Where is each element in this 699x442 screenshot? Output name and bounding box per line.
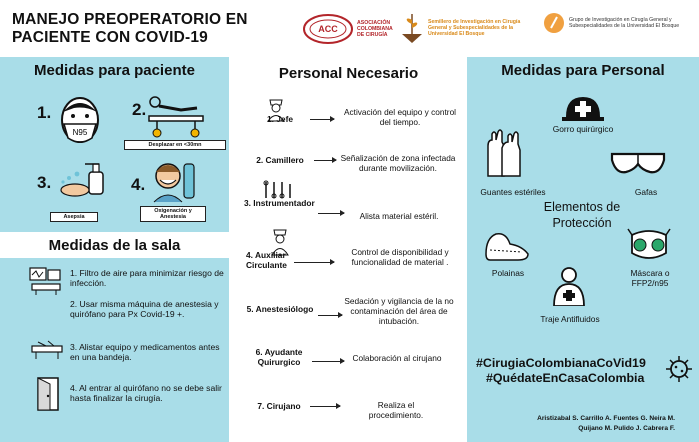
oxigenacion-tag: Oxigenación y Anestesia <box>140 206 206 222</box>
oxygen-anesthesia-icon <box>148 158 198 204</box>
role-6-label: 6. Ayudante Quirurgico <box>255 347 303 367</box>
sala-item-2-text: 2. Usar misma máquina de anestesia y quirófano para Px Covid-19 +. <box>70 299 219 319</box>
paciente-num-3: 3. <box>37 173 52 192</box>
role-2-arrow <box>314 160 336 161</box>
personal-heading: Medidas para Personal <box>501 62 665 79</box>
goggles-icon <box>610 148 666 178</box>
role-7-arrow <box>310 406 340 407</box>
role-3-label: 3. Instrumentador <box>244 198 315 208</box>
acc-name: ASOCIACIÓN COLOMBIANA DE CIRUGÍA <box>357 20 393 38</box>
sterile-gloves-icon <box>484 128 524 178</box>
sala-item-1-text: 1. Filtro de aire para minimizar riesgo de infección. <box>70 268 224 288</box>
grupo-name: Grupo de Investigación en Cirugía General y Subespecialidades de la Universidad El Bosque <box>569 17 680 29</box>
handwash-icon <box>55 158 113 206</box>
fluid-suit-icon <box>550 266 588 306</box>
mascara-label: Máscara o FFP2/n95 <box>630 268 670 288</box>
role-1-desc: Activación del equipo y control del tiempo. <box>343 107 457 127</box>
role-6-arrow <box>312 361 344 362</box>
role-5-desc: Sedación y vigilancia de la no contaminación del área de intubación. <box>344 296 454 326</box>
acc-emblem-icon <box>303 14 353 44</box>
role-1-arrow <box>310 119 334 120</box>
sala-heading: Medidas de la sala <box>48 237 181 254</box>
sala-item-3 <box>70 342 230 362</box>
instrument-tray-icon <box>30 338 64 360</box>
role-1-label: 1. Jefe <box>266 114 294 124</box>
semillero-name: Semillero de Investigación en Cirugía General y Subespecialidades de la Universidad El Bosque <box>428 19 521 37</box>
role-2-desc: Señalización de zona infectada durante movilización. <box>340 153 456 173</box>
semillero-icon <box>400 12 424 44</box>
semillero-logo <box>400 12 540 44</box>
paciente-num-1: 1. <box>37 103 52 122</box>
gorro-label: Gorro quirúrgico <box>552 124 614 134</box>
paciente-num-4: 4. <box>131 175 146 194</box>
respirator-mask-icon <box>626 225 672 265</box>
shoe-covers-icon <box>482 224 534 264</box>
page-title: MANEJO PREOPERATORIO EN PACIENTE CON COVID-19 <box>12 11 248 46</box>
asepsia-tag: Asepsia <box>50 212 98 222</box>
guantes-label: Guantes estériles <box>480 187 546 197</box>
elementos-proteccion-label: Elementos de Protección <box>543 200 621 230</box>
traje-label: Traje Antifluidos <box>540 314 600 324</box>
door-icon <box>36 376 60 412</box>
authors <box>480 414 675 434</box>
authors-line-1: Aristizabal S. Carrillo A. Fuentes G. Neira M. <box>537 415 675 422</box>
sala-item-4 <box>70 383 230 403</box>
paciente-num-2: 2. <box>132 100 147 119</box>
role-5-arrow <box>318 315 342 316</box>
desplazar-tag: Desplazar en <30mn <box>124 140 226 150</box>
polainas-label: Polainas <box>491 268 525 278</box>
grupo-icon <box>543 12 565 34</box>
hashtag-quedate: #QuédateEnCasaColombia <box>486 371 645 385</box>
personal-necesario-heading: Personal Necesario <box>278 65 419 82</box>
role-4-arrow <box>294 262 334 263</box>
air-filter-monitor-icon <box>28 266 62 296</box>
role-3-desc: Alista material estéril. <box>359 211 439 221</box>
sala-item-4-text: 4. Al entrar al quirófano no se debe salir hasta finalizar la cirugía. <box>70 383 222 403</box>
role-5-label: 5. Anestesiólogo <box>246 304 314 314</box>
role-2-label: 2. Camillero <box>256 155 304 165</box>
role-4-desc: Control de disponibilidad y funcionalidad de material . <box>351 247 449 267</box>
role-7-desc: Realiza el procedimiento. <box>368 400 424 420</box>
role-6-desc: Colaboración al cirujano <box>352 353 442 363</box>
gafas-label: Gafas <box>634 187 658 197</box>
acc-logo <box>303 14 398 44</box>
role-4-label: 4. Auxiliar Circulante <box>246 250 287 270</box>
role-7-label: 7. Cirujano <box>257 401 301 411</box>
sala-item-3-text: 3. Alistar equipo y medicamentos antes en una bandeja. <box>70 342 220 362</box>
grupo-logo <box>543 12 693 34</box>
sala-item-2 <box>70 299 230 319</box>
surgical-cap-icon <box>560 93 606 123</box>
authors-line-2: Quijano M. Pulido J. Cabrera F. <box>578 425 675 432</box>
role-3-arrow <box>318 213 344 214</box>
surgical-instruments-icon <box>262 180 296 200</box>
mask-n95-label: N95 <box>72 128 88 137</box>
stretcher-patient-icon <box>145 90 207 138</box>
sala-item-1 <box>70 268 230 288</box>
acc-emblem-text: ACC <box>318 24 338 34</box>
hashtag-cirugia: #CirugiaColombianaCoVid19 <box>476 356 646 370</box>
paciente-heading: Medidas para paciente <box>34 62 195 79</box>
virus-icon <box>664 354 694 384</box>
n95-mask-face-icon <box>56 92 104 150</box>
